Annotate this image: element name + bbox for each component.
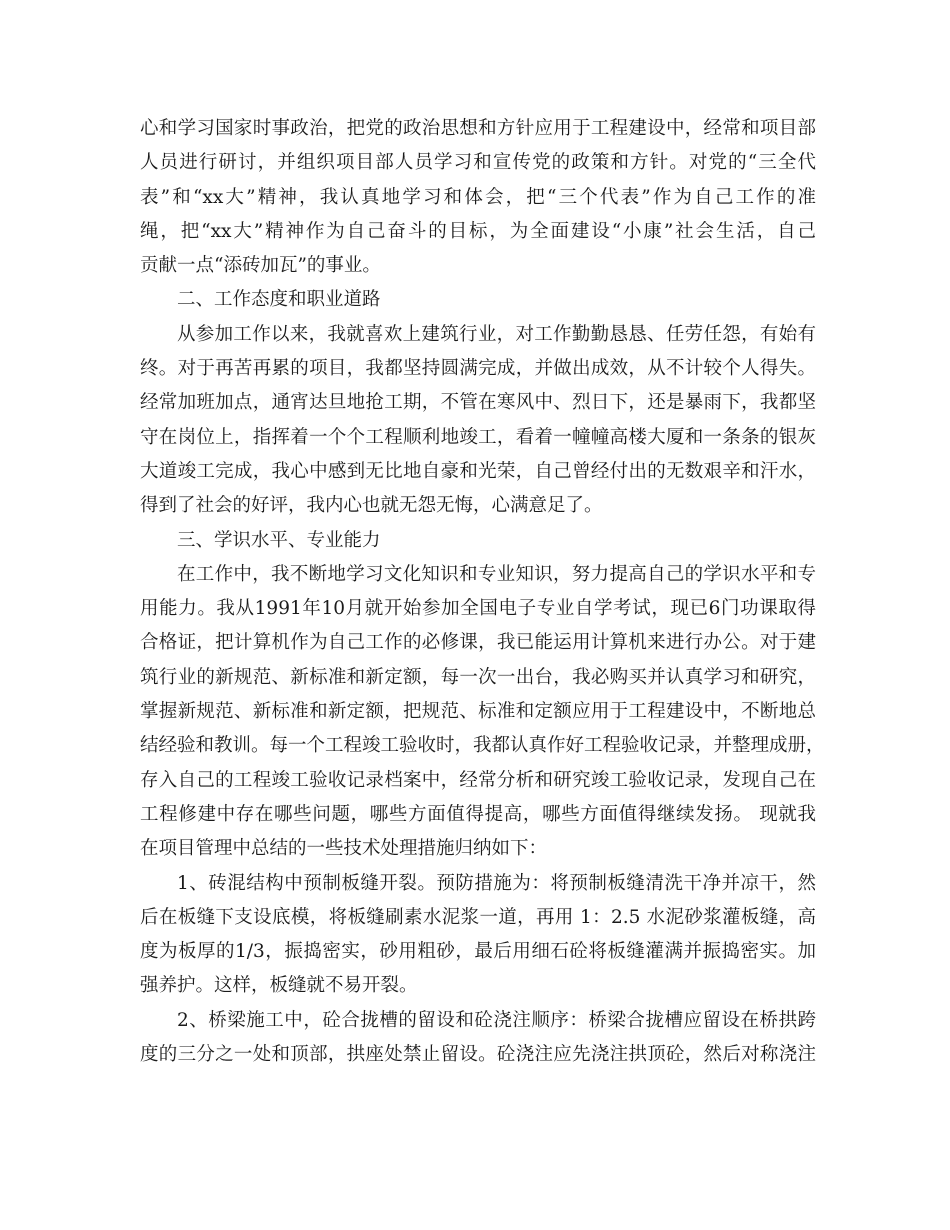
- text-line: 度为板厚的1/3，振捣密实，砂用粗砂，最后用细石砼将板缝灌满并振捣密实。加: [140, 941, 816, 963]
- text-line: 守在岗位上，指挥着一个个工程顺利地竣工，看着一幢幢高楼大厦和一条条的银灰: [140, 426, 816, 448]
- document-body: [140, 112, 825, 1072]
- text-line: 度的三分之一处和顶部，拱座处禁止留设。砼浇注应先浇注拱顶砼，然后对称浇注: [140, 1044, 816, 1066]
- text-line: 2、桥梁施工中，砼合拢槽的留设和砼浇注顺序：桥梁合拢槽应留设在桥拱跨: [177, 1009, 816, 1031]
- text-line: 经常加班加点，通宵达旦地抢工期，不管在寒风中、烈日下，还是暴雨下，我都坚: [140, 392, 816, 414]
- text-line: 大道竣工完成，我心中感到无比地自豪和光荣，自己曾经付出的无数艰辛和汗水，: [140, 460, 816, 482]
- text-line: 终。对于再苦再累的项目，我都坚持圆满完成，并做出成效，从不计较个人得失。: [140, 358, 816, 380]
- text-line: 贡献一点“添砖加瓦”的事业。: [140, 255, 381, 277]
- text-line: 心和学习国家时事政治，把党的政治思想和方针应用于工程建设中，经常和项目部: [140, 118, 816, 139]
- text-line: 筑行业的新规范、新标准和新定额，每一次一出台，我必购买并认真学习和研究，: [140, 666, 816, 688]
- text-line: 三、学识水平、专业能力: [177, 529, 381, 551]
- text-line: 合格证，把计算机作为自己工作的必修课，我已能运用计算机来进行办公。对于建: [140, 632, 816, 654]
- text-line: 后在板缝下支设底模，将板缝刷素水泥浆一道，再用 1：2.5 水泥砂浆灌板缝，高: [140, 906, 816, 928]
- text-line: 用能力。我从1991年10月就开始参加全国电子专业自学考试，现已6门功课取得: [140, 598, 816, 620]
- text-line: 得到了社会的好评，我内心也就无怨无悔，心满意足了。: [140, 495, 603, 517]
- text-line: 绳，把“xx大”精神作为自己奋斗的目标，为全面建设“小康”社会生活，自己: [140, 220, 816, 242]
- text-line: 在项目管理中总结的一些技术处理措施归纳如下：: [140, 838, 548, 860]
- text-line: 存入自己的工程竣工验收记录档案中，经常分析和研究竣工验收记录，发现自己在: [140, 769, 816, 791]
- text-line: 结经验和教训。每一个工程竣工验收时，我都认真作好工程验收记录，并整理成册，: [140, 735, 825, 757]
- text-line: 强养护。这样，板缝就不易开裂。: [140, 975, 418, 997]
- text-line: 表”和“xx大”精神，我认真地学习和体会，把“三个代表”作为自己工作的准: [140, 186, 816, 208]
- text-line: 二、工作态度和职业道路: [177, 289, 381, 311]
- text-line: 从参加工作以来，我就喜欢上建筑行业，对工作勤勤恳恳、任劳任怨，有始有: [177, 323, 816, 345]
- text-line: 掌握新规范、新标准和新定额，把规范、标准和定额应用于工程建设中，不断地总: [140, 701, 816, 723]
- text-line: 1、砖混结构中预制板缝开裂。预防措施为：将预制板缝清洗干净并凉干，然: [177, 872, 816, 894]
- text-line: 人员进行研讨，并组织项目部人员学习和宣传党的政策和方针。对党的“三全代: [140, 152, 816, 174]
- text-line: 在工作中，我不断地学习文化知识和专业知识，努力提高自己的学识水平和专: [177, 563, 816, 585]
- text-line: 工程修建中存在哪些问题，哪些方面值得提高，哪些方面值得继续发扬。 现就我: [140, 803, 816, 825]
